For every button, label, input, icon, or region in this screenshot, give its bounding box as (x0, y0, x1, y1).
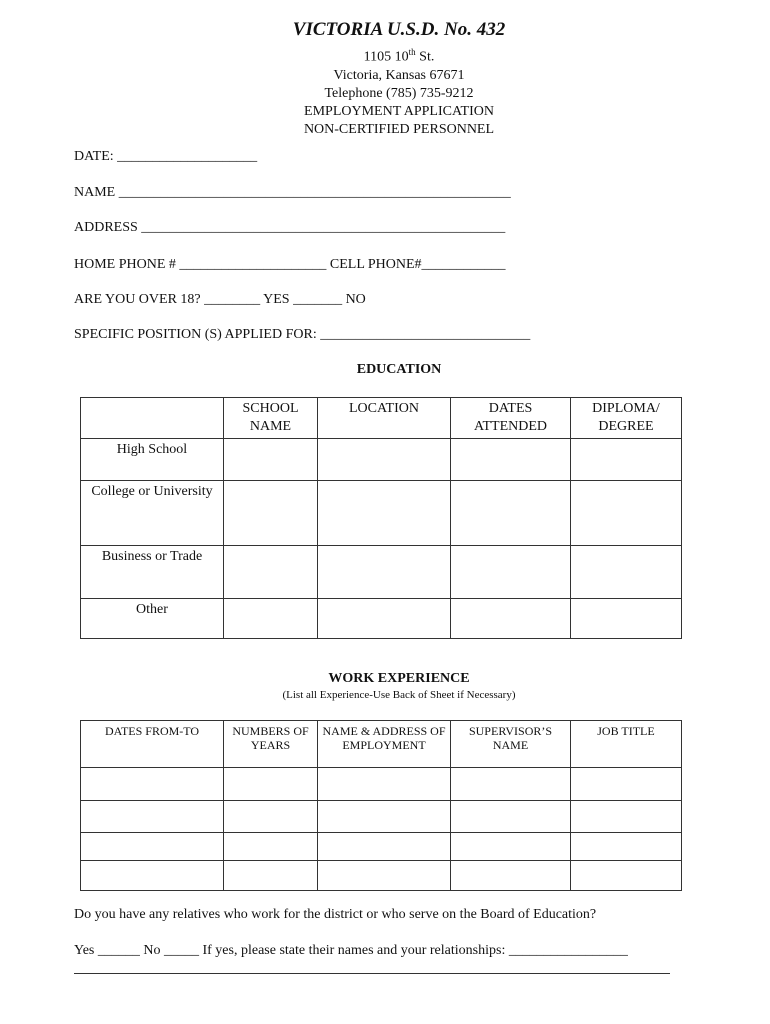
table-row (81, 833, 682, 861)
entry-cell[interactable] (318, 833, 451, 861)
entry-cell[interactable] (571, 833, 682, 861)
entry-cell[interactable] (224, 546, 318, 599)
header-cell: SCHOOL NAME (224, 398, 318, 439)
entry-cell[interactable] (318, 481, 451, 546)
header-cell: DIPLOMA/ DEGREE (571, 398, 682, 439)
entry-cell[interactable] (224, 833, 318, 861)
position-field[interactable]: SPECIFIC POSITION (S) APPLIED FOR: ______________________________ (74, 327, 531, 342)
header-cell: NUMBERS OF YEARS (224, 721, 318, 768)
header-cell: LOCATION (318, 398, 451, 439)
entry-cell[interactable] (571, 546, 682, 599)
header-cell (81, 398, 224, 439)
row-label: High School (81, 439, 224, 481)
entry-cell[interactable] (571, 768, 682, 801)
table-row (81, 439, 682, 481)
row-label: Other (81, 599, 224, 639)
entry-cell[interactable] (571, 439, 682, 481)
entry-cell[interactable] (571, 481, 682, 546)
entry-cell[interactable] (451, 861, 571, 891)
phone-field[interactable]: HOME PHONE # _____________________ CELL PHONE#____________ (74, 257, 506, 272)
entry-cell[interactable] (451, 768, 571, 801)
entry-cell[interactable] (571, 599, 682, 639)
table-row (81, 481, 682, 546)
entry-cell[interactable] (81, 801, 224, 833)
entry-cell[interactable] (224, 481, 318, 546)
telephone: Telephone (785) 735-9212 (324, 85, 474, 101)
answer-line[interactable] (74, 973, 670, 974)
entry-cell[interactable] (451, 481, 571, 546)
header-cell: DATES FROM-TO (81, 721, 224, 768)
work-experience-heading: WORK EXPERIENCE (328, 671, 470, 686)
entry-cell[interactable] (224, 439, 318, 481)
entry-cell[interactable] (571, 861, 682, 891)
education-header-row (81, 398, 682, 439)
entry-cell[interactable] (451, 546, 571, 599)
entry-cell[interactable] (451, 801, 571, 833)
header-cell: NAME & ADDRESS OF EMPLOYMENT (318, 721, 451, 768)
row-label: Business or Trade (81, 546, 224, 599)
relatives-question: Do you have any relatives who work for the district or who serve on the Board of Education? (74, 907, 597, 922)
entry-cell[interactable] (318, 599, 451, 639)
letterhead (0, 18, 770, 139)
entry-cell[interactable] (451, 439, 571, 481)
entry-cell[interactable] (81, 861, 224, 891)
entry-cell[interactable] (224, 801, 318, 833)
work-header-row (81, 721, 682, 768)
table-row (81, 768, 682, 801)
work-experience-note: (List all Experience-Use Back of Sheet if Necessary) (282, 689, 516, 701)
entry-cell[interactable] (81, 833, 224, 861)
entry-cell[interactable] (318, 768, 451, 801)
table-row (81, 861, 682, 891)
address-field[interactable]: ADDRESS ____________________________________________________ (74, 220, 506, 235)
education-table (80, 397, 682, 639)
street-address: 1105 10th St. (363, 47, 435, 65)
entry-cell[interactable] (318, 801, 451, 833)
table-row (81, 599, 682, 639)
relatives-answer-field[interactable]: Yes ______ No _____ If yes, please state their names and your relationships: _________________ (74, 943, 628, 958)
entry-cell[interactable] (318, 546, 451, 599)
table-row (81, 801, 682, 833)
date-field[interactable]: DATE: ____________________ (74, 149, 258, 164)
row-label: College or University (81, 481, 224, 546)
entry-cell[interactable] (451, 599, 571, 639)
education-heading: EDUCATION (356, 362, 442, 377)
district-title: VICTORIA U.S.D. No. 432 (292, 19, 506, 40)
work-experience-table (80, 720, 682, 891)
entry-cell[interactable] (224, 599, 318, 639)
header-cell: SUPERVISOR’S NAME (451, 721, 571, 768)
table-row (81, 546, 682, 599)
form-title: EMPLOYMENT APPLICATION (304, 103, 494, 119)
entry-cell[interactable] (224, 861, 318, 891)
header-cell: DATES ATTENDED (451, 398, 571, 439)
name-field[interactable]: NAME ________________________________________________________ (74, 185, 511, 200)
entry-cell[interactable] (81, 768, 224, 801)
entry-cell[interactable] (224, 768, 318, 801)
entry-cell[interactable] (318, 861, 451, 891)
over-18-field[interactable]: ARE YOU OVER 18? ________ YES _______ NO (74, 292, 366, 307)
entry-cell[interactable] (318, 439, 451, 481)
entry-cell[interactable] (451, 833, 571, 861)
entry-cell[interactable] (571, 801, 682, 833)
header-cell: JOB TITLE (571, 721, 682, 768)
form-subtitle: NON-CERTIFIED PERSONNEL (303, 121, 495, 137)
city-state-zip: Victoria, Kansas 67671 (333, 67, 465, 83)
